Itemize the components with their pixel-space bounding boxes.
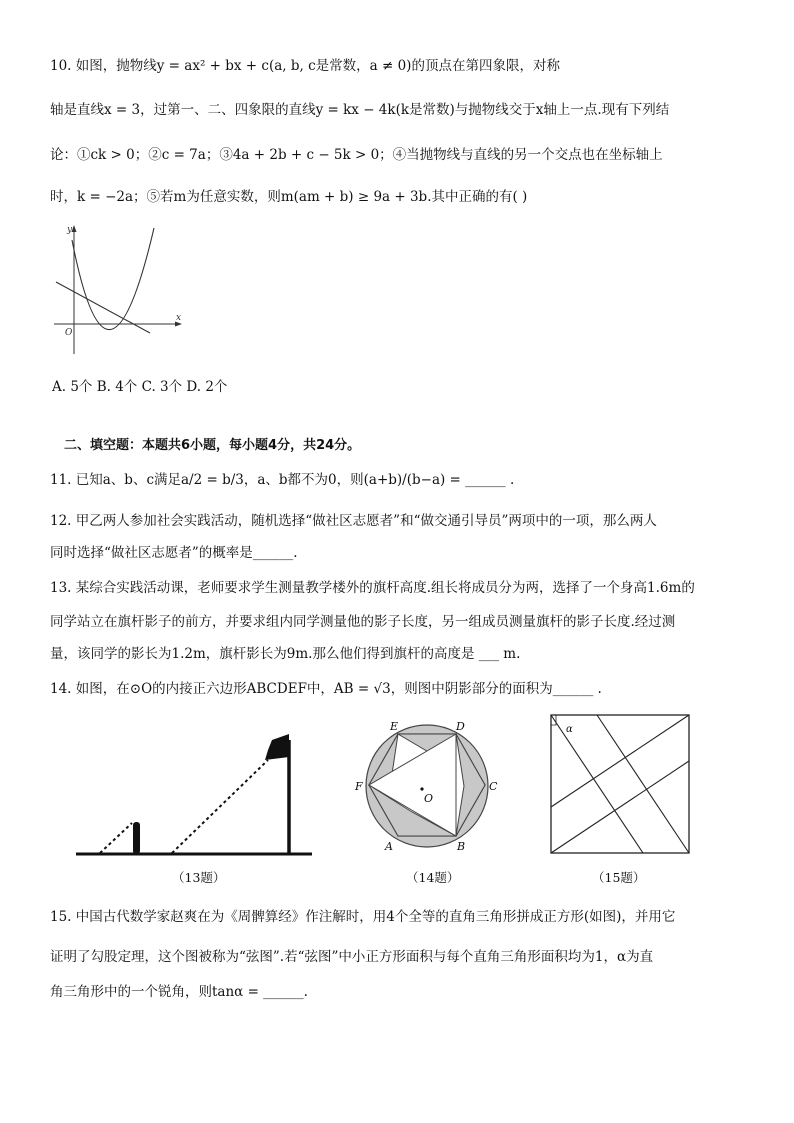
y-axis-arrow (72, 225, 77, 232)
label-e: E (390, 720, 399, 733)
q13-line-2: 同学站立在旗杆影子的前方，并要求组内同学测量他的影子长度，另一组成员测量旗杆的影子长度.经过测 (50, 614, 676, 630)
center-point (420, 787, 423, 790)
q15-string-diagram (548, 712, 696, 862)
q10-line-3: 论：①ck > 0；②c = 7a；③4a + 2b + c − 5k > 0；④当抛物线与直线的另一个交点也在坐标轴上 (50, 147, 663, 163)
origin-label: O (65, 328, 73, 338)
q15-line-3: 角三角形中的一个锐角，则tanα = ______. (50, 984, 308, 1000)
label-a: A (385, 840, 393, 853)
caption-13: （13题） (172, 870, 226, 885)
label-o: O (424, 792, 434, 805)
caption-14: （14题） (406, 870, 460, 885)
q11-text: 11. 已知a、b、c满足a/2 = b/3，a、b都不为0，则(a+b)/(b−a) = ______ . (50, 472, 515, 488)
q13-line-3: 量，该同学的影长为1.2m，旗杆影长为9m.那么他们得到旗杆的高度是 ___ m. (50, 646, 521, 662)
student-figure (133, 822, 140, 854)
outer-square (551, 715, 689, 853)
q15-line-1: 15. 中国古代数学家赵爽在为《周髀算经》作注解时，用4个全等的直角三角形拼成正方形(如图)，并用它 (50, 909, 676, 925)
label-d: D (456, 720, 465, 733)
q14-text: 14. 如图，在⊙O的内接正六边形ABCDEF中，AB = √3，则图中阴影部分的面积为______ . (50, 681, 602, 697)
q13-flagpole-figure (72, 720, 322, 860)
label-c: C (489, 780, 498, 793)
q10-parabola-graph (48, 222, 188, 362)
q15-line-2: 证明了勾股定理，这个图被称为“弦图”.若“弦图”中小正方形面积与每个直角三角形面积均为1，α为直 (50, 949, 654, 965)
flag (265, 734, 289, 760)
q10-line-4: 时，k = −2a；⑤若m为任意实数，则m(am + b) ≥ 9a + 3b.其中正确的有( ) (50, 189, 528, 205)
parabola-curve (72, 228, 154, 330)
label-b: B (457, 840, 466, 853)
student-shadow-ray (100, 823, 132, 853)
y-axis-label: y (67, 225, 73, 235)
q12-line-1: 12. 甲乙两人参加社会实践活动，随机选择“做社区志愿者”和“做交通引导员”两项中的一项，那么两人 (50, 513, 657, 529)
straight-line (56, 282, 150, 333)
q14-hexagon-figure (342, 712, 512, 862)
q10-line-2: 轴是直线x = 3，过第一、二、四象限的直线y = kx − 4k(k是常数)与抛物线交于x轴上一点.现有下列结 (50, 102, 670, 118)
caption-15: （15题） (592, 870, 646, 885)
q13-line-1: 13. 某综合实践活动课，老师要求学生测量教学楼外的旗杆高度.组长将成员分为两，选择了一个身高1.6m的 (50, 580, 695, 596)
section-2-heading: 二、填空题：本题共6小题，每小题4分，共24分。 (64, 438, 361, 453)
q12-line-2: 同时选择“做社区志愿者”的概率是______. (50, 545, 298, 561)
q10-options: A. 5个 B. 4个 C. 3个 D. 2个 (52, 379, 228, 395)
x-axis-label: x (176, 313, 182, 323)
q10-line-1: 10. 如图，抛物线y = ax² + bx + c(a, b, c是常数，a ≠ 0)的顶点在第四象限，对称 (50, 58, 560, 74)
flagpole-shadow-ray (172, 760, 268, 853)
label-f: F (355, 780, 363, 793)
alpha-label: α (566, 724, 573, 735)
